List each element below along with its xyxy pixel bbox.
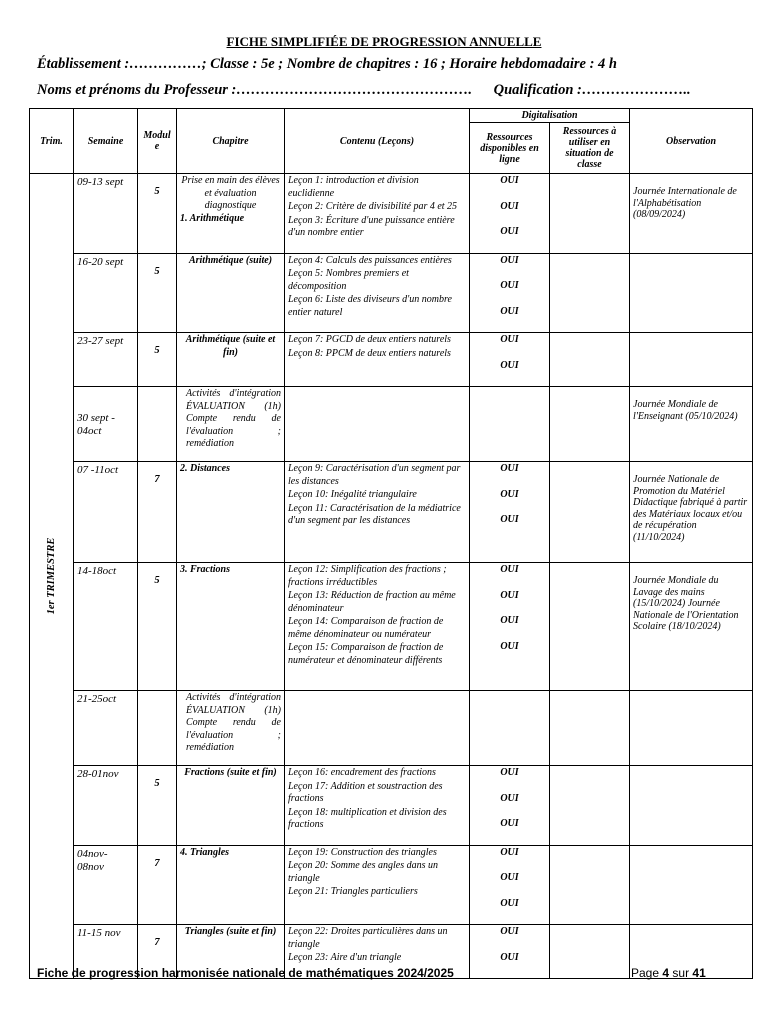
week-cell: 16-20 sept	[74, 253, 138, 333]
module-cell: 7	[138, 925, 177, 979]
online-resource-flag: OUI	[500, 846, 519, 858]
table-row	[30, 766, 753, 846]
week-cell: 23-27 sept	[74, 333, 138, 387]
chapter-cell	[177, 333, 285, 387]
lesson-item: Leçon 15: Comparaison de fraction de numérateur et dénominateur différents	[288, 642, 444, 666]
lessons-cell	[285, 462, 470, 563]
lesson-item: Leçon 13: Réduction de fraction au même dénominateur	[288, 590, 456, 614]
week-cell: 14-18oct	[74, 563, 138, 691]
module-cell: 7	[138, 462, 177, 563]
chapter-line: Triangles (suite et fin)	[184, 926, 277, 937]
header-ressources-classe: Ressources à utiliser en situation de classe	[550, 123, 630, 174]
header-digitalisation: Digitalisation	[470, 109, 630, 123]
lessons-cell	[285, 253, 470, 333]
online-resource-flag: OUI	[500, 280, 519, 291]
online-resource-flag: OUI	[500, 359, 519, 371]
chapter-line: 2. Distances	[180, 463, 230, 474]
online-resource-flag: OUI	[500, 792, 519, 804]
teacher-info	[37, 82, 691, 99]
document-title: FICHE SIMPLIFIÉE DE PROGRESSION ANNUELLE	[226, 34, 542, 49]
online-resource-flag: OUI	[500, 200, 519, 212]
module-cell: 5	[138, 174, 177, 254]
online-resource-flag: OUI	[500, 767, 519, 778]
module-cell: 7	[138, 845, 177, 925]
table-row	[30, 174, 753, 254]
page-total: 41	[692, 966, 706, 980]
online-resource-flag: OUI	[500, 640, 519, 652]
page-prefix: Page	[631, 966, 660, 980]
online-resource-flag: OUI	[500, 254, 519, 266]
lesson-item: Leçon 12: Simplification des fractions ; fractions irréductibles	[288, 564, 447, 588]
chapter-line: 3. Fractions	[180, 564, 231, 575]
online-resources-cell	[470, 333, 550, 387]
lesson-item: Leçon 19: Construction des triangles	[288, 846, 437, 858]
week-cell: 21-25oct	[74, 691, 138, 766]
lesson-item: Leçon 21: Triangles particuliers	[288, 886, 418, 897]
online-resource-flag: OUI	[500, 463, 519, 474]
lessons-cell	[285, 766, 470, 846]
class-resources-cell	[550, 691, 630, 766]
online-resources-cell	[470, 174, 550, 254]
online-resource-flag: OUI	[500, 175, 519, 186]
page-separator: sur	[672, 966, 690, 980]
table-row	[30, 563, 753, 691]
online-resources-cell	[470, 766, 550, 846]
week-cell: 04nov-08nov	[74, 845, 138, 925]
online-resources-cell	[470, 462, 550, 563]
header-observation: Observation	[630, 109, 753, 174]
observation-cell	[630, 845, 753, 925]
lessons-cell	[285, 333, 470, 387]
chapter-cell	[177, 563, 285, 691]
module-cell: 5	[138, 333, 177, 387]
online-resource-flag: OUI	[500, 926, 519, 937]
lesson-item: Leçon 22: Droites particulières dans un triangle	[288, 926, 448, 950]
table-row	[30, 253, 753, 333]
week-cell: 30 sept - 04oct	[74, 387, 138, 462]
lesson-item: Leçon 7: PGCD de deux entiers naturels	[288, 334, 451, 345]
lesson-item: Leçon 8: PPCM de deux entiers naturels	[288, 347, 451, 359]
header-semaine: Semaine	[74, 109, 138, 174]
class-resources-cell	[550, 174, 630, 254]
online-resources-cell	[470, 253, 550, 333]
chapter-cell	[177, 691, 285, 766]
observation-cell	[630, 691, 753, 766]
lesson-item: Leçon 10: Inégalité triangulaire	[288, 489, 417, 500]
online-resource-flag: OUI	[500, 226, 519, 237]
online-resources-cell	[470, 845, 550, 925]
online-resources-cell	[470, 563, 550, 691]
chapter-cell	[177, 845, 285, 925]
online-resource-flag: OUI	[500, 872, 519, 883]
online-resource-flag: OUI	[500, 564, 519, 575]
table-row	[30, 333, 753, 387]
page-number	[631, 966, 706, 980]
chapter-line: 4. Triangles	[180, 846, 230, 858]
lesson-item: Leçon 14: Comparaison de fraction de même dénominateur ou numérateur	[288, 616, 444, 640]
observation-cell: Journée Mondiale du Lavage des mains (15/10/2024) Journée Nationale de l'Orientation Scolaire (18/10/2024)	[630, 563, 753, 691]
lesson-item: Leçon 17: Addition et soustraction des fractions	[288, 780, 443, 804]
class-resources-cell	[550, 563, 630, 691]
lesson-item: Leçon 20: Somme des angles dans un triangle	[288, 860, 438, 884]
lesson-item: Leçon 5: Nombres premiers et décomposition	[288, 268, 409, 292]
class-resources-cell	[550, 333, 630, 387]
lessons-cell	[285, 387, 470, 462]
observation-cell	[630, 766, 753, 846]
online-resources-cell	[470, 925, 550, 979]
lesson-item: Leçon 9: Caractérisation d'un segment par les distances	[288, 463, 461, 487]
week-cell: 07 -11oct	[74, 462, 138, 563]
observation-cell	[630, 333, 753, 387]
class-resources-cell	[550, 253, 630, 333]
chapter-cell	[177, 253, 285, 333]
online-resource-flag: OUI	[500, 951, 519, 963]
lesson-item: Leçon 6: Liste des diviseurs d'un nombre entier naturel	[288, 294, 452, 318]
lessons-cell	[285, 174, 470, 254]
lessons-cell	[285, 691, 470, 766]
week-cell: 09-13 sept	[74, 174, 138, 254]
class-resources-cell	[550, 845, 630, 925]
week-cell: 11-15 nov	[74, 925, 138, 979]
class-resources-cell	[550, 462, 630, 563]
observation-cell	[630, 253, 753, 333]
chapter-line: Activités d'intégration ÉVALUATION (1h) Compte rendu de l'évaluation ; remédiation	[186, 388, 281, 449]
observation-cell: Journée Nationale de Promotion du Matériel Didactique fabriqué à partir des Matériaux locaux et/ou de récupération (11/10/2024)	[630, 462, 753, 563]
observation-cell: Journée Mondiale de l'Enseignant (05/10/2024)	[630, 387, 753, 462]
header-contenu: Contenu (Leçons)	[285, 109, 470, 174]
online-resource-flag: OUI	[500, 818, 519, 829]
class-resources-cell	[550, 925, 630, 979]
week-cell: 28-01nov	[74, 766, 138, 846]
qualification-field: Qualification :…………………..	[493, 82, 691, 98]
class-resources-cell	[550, 387, 630, 462]
chapter-line: 1. Arithmétique	[180, 212, 245, 224]
chapter-line: Arithmétique (suite)	[188, 254, 273, 266]
online-resource-flag: OUI	[500, 334, 519, 345]
module-cell: 5	[138, 563, 177, 691]
chapter-line: Arithmétique (suite et fin)	[185, 334, 276, 358]
lesson-item: Leçon 23: Aire d'un triangle	[288, 952, 402, 963]
online-resources-cell	[470, 387, 550, 462]
teacher-name-field: Noms et prénoms du Professeur :………………………………………….	[37, 82, 473, 98]
lesson-item: Leçon 11: Caractérisation de la médiatrice d'un segment par les distances	[288, 502, 461, 526]
progression-table	[29, 108, 753, 979]
table-row	[30, 691, 753, 766]
online-resources-cell	[470, 691, 550, 766]
chapter-cell	[177, 766, 285, 846]
online-resource-flag: OUI	[500, 897, 519, 909]
trimester-label: 1er TRIMESTRE	[45, 537, 57, 615]
online-resource-flag: OUI	[500, 615, 519, 626]
lessons-cell	[285, 845, 470, 925]
online-resource-flag: OUI	[500, 305, 519, 317]
module-cell: 5	[138, 253, 177, 333]
lessons-cell	[285, 563, 470, 691]
module-cell	[138, 387, 177, 462]
chapter-cell	[177, 387, 285, 462]
header-chapitre: Chapitre	[177, 109, 285, 174]
chapter-cell	[177, 462, 285, 563]
online-resource-flag: OUI	[500, 589, 519, 601]
class-resources-cell	[550, 766, 630, 846]
lesson-item: Leçon 4: Calculs des puissances entières	[288, 254, 452, 266]
trimester-cell	[30, 174, 74, 979]
module-cell: 5	[138, 766, 177, 846]
module-cell	[138, 691, 177, 766]
table-row	[30, 845, 753, 925]
header-trim: Trim.	[30, 109, 74, 174]
lesson-item: Leçon 18: multiplication et division des fractions	[288, 806, 447, 830]
footer-title: Fiche de progression harmonisée nationale de mathématiques 2024/2025	[37, 966, 454, 980]
lesson-item: Leçon 2: Critère de divisibilité par 4 et 25	[288, 201, 458, 212]
header-ressources-ligne: Ressources disponibles en ligne	[470, 123, 550, 174]
chapter-line: Activités d'intégration ÉVALUATION (1h) Compte rendu de l'évaluation ; remédiation	[186, 692, 281, 753]
page-current: 4	[662, 966, 670, 980]
chapter-line: Prise en main des élèves et évaluation diagnostique	[181, 175, 280, 211]
observation-cell: Journée Internationale de l'Alphabétisation (08/09/2024)	[630, 174, 753, 254]
online-resource-flag: OUI	[500, 488, 519, 500]
lesson-item: Leçon 16: encadrement des fractions	[288, 767, 436, 778]
online-resource-flag: OUI	[500, 514, 519, 525]
table-row	[30, 387, 753, 462]
header-module: Modul e	[138, 109, 177, 174]
chapter-cell	[177, 174, 285, 254]
table-row	[30, 462, 753, 563]
lesson-item: Leçon 1: introduction et division euclidienne	[288, 175, 419, 199]
establishment-info: Établissement :……………; Classe : 5e ; Nombre de chapitres : 16 ; Horaire hebdomadaire : 4 h	[37, 56, 617, 72]
lesson-item: Leçon 3: Écriture d'une puissance entière d'un nombre entier	[288, 214, 455, 238]
chapter-line: Fractions (suite et fin)	[184, 767, 277, 778]
